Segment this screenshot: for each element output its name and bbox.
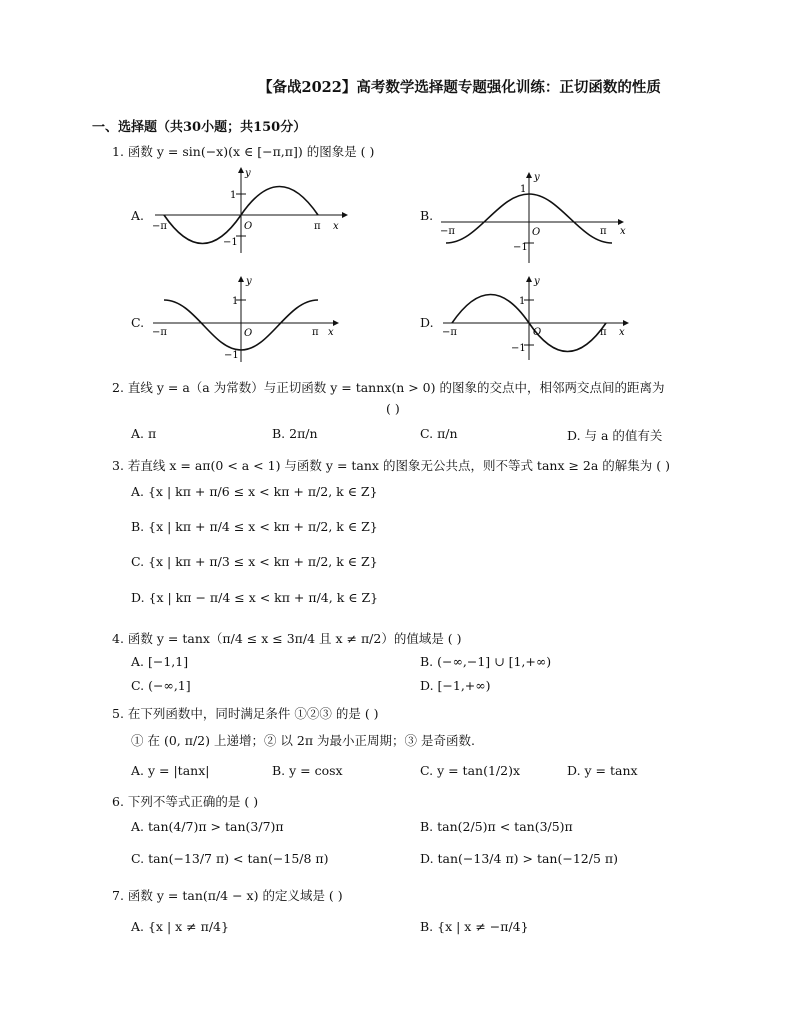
- graph-d-one: 1: [519, 296, 526, 307]
- q2-option-b: B. 2π/n: [272, 426, 318, 441]
- q5-option-a: A. y = |tanx|: [131, 763, 210, 778]
- graph-b-neg-pi: −π: [440, 226, 455, 237]
- graph-a: [150, 165, 350, 255]
- q7-option-a: A. {x | x ≠ π/4}: [131, 919, 229, 934]
- q6-option-c: C. tan(−13/7 π) < tan(−15/8 π): [131, 851, 329, 866]
- question-2-paren: ( ): [386, 401, 400, 416]
- graph-c-pi: π: [312, 327, 319, 338]
- graph-b-origin: O: [532, 227, 541, 238]
- graph-a-neg-one: −1: [223, 237, 238, 248]
- q4-option-b: B. (−∞,−1] ∪ [1,+∞): [420, 654, 552, 669]
- q3-option-d: D. {x | kπ − π/4 ≤ x < kπ + π/4, k ∈ Z}: [131, 590, 379, 605]
- question-5-stem: 5. 在下列函数中，同时满足条件 ①②③ 的是 ( ): [112, 706, 379, 721]
- q6-option-b: B. tan(2/5)π < tan(3/5)π: [420, 819, 573, 834]
- q2-option-c: C. π/n: [420, 426, 458, 441]
- q3-option-a: A. {x | kπ + π/6 ≤ x < kπ + π/2, k ∈ Z}: [131, 484, 378, 499]
- page-title: 【备战2022】高考数学选择题专题强化训练：正切函数的性质: [258, 79, 661, 96]
- q1-label-c: C.: [131, 315, 145, 330]
- q2-option-a: A. π: [131, 426, 157, 441]
- graph-b: [438, 168, 638, 268]
- graph-d-x-label: x: [619, 327, 625, 338]
- graph-d-y-label: y: [534, 276, 540, 287]
- graph-b-pi: π: [600, 226, 607, 237]
- graph-c-neg-pi: −π: [152, 327, 167, 338]
- q6-option-a: A. tan(4/7)π > tan(3/7)π: [131, 819, 284, 834]
- section-heading: 一、选择题（共30小题；共150分）: [92, 120, 307, 135]
- question-1-stem: 1. 函数 y = sin(−x)(x ∈ [−π,π]) 的图象是 ( ): [112, 144, 375, 159]
- q1-label-b: B.: [420, 208, 434, 223]
- q3-option-b: B. {x | kπ + π/4 ≤ x < kπ + π/2, k ∈ Z}: [131, 519, 378, 534]
- graph-c: [150, 272, 350, 367]
- q4-option-d: D. [−1,+∞): [420, 678, 491, 693]
- graph-a-origin: O: [244, 221, 253, 232]
- question-6-stem: 6. 下列不等式正确的是 ( ): [112, 794, 259, 809]
- graph-d-pi: π: [600, 327, 607, 338]
- graph-b-neg-one: −1: [513, 242, 528, 253]
- question-4-stem: 4. 函数 y = tanx（π/4 ≤ x ≤ 3π/4 且 x ≠ π/2）的值域是 ( ): [112, 631, 462, 646]
- q3-option-c: C. {x | kπ + π/3 ≤ x < kπ + π/2, k ∈ Z}: [131, 554, 378, 569]
- question-2-stem: 2. 直线 y = a（a 为常数）与正切函数 y = tannx(n > 0) 的图象的交点中，相邻两交点间的距离为: [112, 380, 665, 395]
- graph-a-pi: π: [314, 221, 321, 232]
- graph-c-x-label: x: [328, 327, 334, 338]
- q1-label-a: A.: [131, 208, 145, 223]
- graph-a-x-label: x: [333, 221, 339, 232]
- graph-a-y-label: y: [245, 168, 251, 179]
- q5-option-d: D. y = tanx: [567, 763, 638, 778]
- q5-option-b: B. y = cosx: [272, 763, 343, 778]
- q6-option-d: D. tan(−13/4 π) > tan(−12/5 π): [420, 851, 618, 866]
- q2-option-d: D. 与 a 的值有关: [567, 428, 663, 443]
- graph-c-one: 1: [232, 296, 239, 307]
- question-7-stem: 7. 函数 y = tan(π/4 − x) 的定义域是 ( ): [112, 888, 343, 903]
- q7-option-b: B. {x | x ≠ −π/4}: [420, 919, 529, 934]
- q4-option-a: A. [−1,1]: [131, 654, 189, 669]
- graph-c-y-label: y: [246, 276, 252, 287]
- q5-option-c: C. y = tan(1/2)x: [420, 763, 520, 778]
- graph-d: [440, 272, 640, 362]
- graph-a-neg-pi: −π: [152, 221, 167, 232]
- q1-label-d: D.: [420, 315, 434, 330]
- question-5-conditions: ① 在 (0, π/2) 上递增；② 以 2π 为最小正周期；③ 是奇函数.: [131, 733, 475, 748]
- q4-option-c: C. (−∞,1]: [131, 678, 191, 693]
- graph-a-one: 1: [230, 190, 237, 201]
- graph-d-origin: O: [533, 327, 542, 338]
- graph-c-origin: O: [244, 328, 253, 339]
- graph-b-one: 1: [520, 184, 527, 195]
- graph-d-neg-one: −1: [511, 343, 526, 354]
- graph-b-x-label: x: [620, 226, 626, 237]
- graph-b-y-label: y: [534, 172, 540, 183]
- graph-d-neg-pi: −π: [442, 327, 457, 338]
- graph-c-neg-one: −1: [224, 350, 239, 361]
- question-3-stem: 3. 若直线 x = aπ(0 < a < 1) 与函数 y = tanx 的图象无公共点，则不等式 tanx ≥ 2a 的解集为 ( ): [112, 458, 670, 473]
